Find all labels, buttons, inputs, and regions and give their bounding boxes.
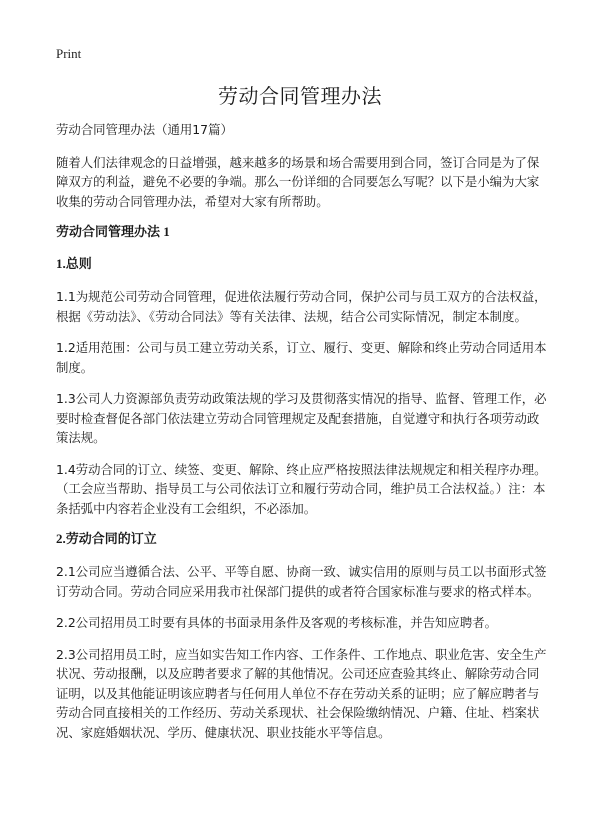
document-body xyxy=(56,120,548,754)
clause-1-2: 1.2适用范围：公司与员工建立劳动关系，订立、履行、变更、解除和终止劳动合同适用本制度。 xyxy=(56,340,547,375)
clause-1-3: 1.3公司人力资源部负责劳动政策法规的学习及贯彻落实情况的指导、监督、管理工作，必要时检查督促各部门依法建立劳动合同管理规定及配套措施，自觉遵守和执行各项劳动政策法规。 xyxy=(56,391,547,445)
document-subtitle: 劳动合同管理办法（通用17篇） xyxy=(56,122,233,137)
clause-2-1: 2.1公司应当遵循合法、公平、平等自愿、协商一致、诚实信用的原则与员工以书面形式签订劳动合同。劳动合同应采用我市社保部门提供的或者符合国家标准与要求的格式样本。 xyxy=(56,564,547,599)
article-heading: 劳动合同管理办法 1 xyxy=(56,224,170,239)
clause-1-1: 1.1为规范公司劳动合同管理，促进依法履行劳动合同，保护公司与员工双方的合法权益，根据《劳动法》、《劳动合同法》等有关法律、法规，结合公司实际情况，制定本制度。 xyxy=(56,289,547,324)
clause-2-3: 2.3公司招用员工时，应当如实告知工作内容、工作条件、工作地点、职业危害、安全生产状况、劳动报酬，以及应聘者要求了解的其他情况。公司还应查验其终止、解除劳动合同证明，以及其他能证明该应聘者与任何用人单位不存在劳动关系的证明；应了解应聘者与劳动合同直接相关的工作经历、劳动关系现状、社会保险缴纳情况、户籍、住址、档案状况、家庭婚姻状况、学历、健康状况、职业技能水平等信息。 xyxy=(56,646,547,740)
print-link[interactable]: Print xyxy=(56,46,82,61)
section-heading-general: 1.总则 xyxy=(56,256,92,271)
section-heading-contract-signing: 2.劳动合同的订立 xyxy=(56,531,157,546)
intro-paragraph: 随着人们法律观念的日益增强，越来越多的场景和场合需要用到合同，签订合同是为了保障双方的利益，避免不必要的争端。那么一份详细的合同要怎么写呢？以下是小编为大家收集的劳动合同管理办法，希望对大家有所帮助。 xyxy=(56,154,540,209)
clause-1-4: 1.4劳动合同的订立、续签、变更、解除、终止应严格按照法律法规规定和相关程序办理。（工会应当帮助、指导员工与公司依法订立和履行劳动合同，维护员工合法权益。）注：本条括弧中内容若企业没有工会组织，不必添加。 xyxy=(56,461,547,516)
page-title: 劳动合同管理办法 xyxy=(218,84,382,108)
clause-2-2: 2.2公司招用员工时要有具体的书面录用条件及客观的考核标准，并告知应聘者。 xyxy=(56,615,497,630)
